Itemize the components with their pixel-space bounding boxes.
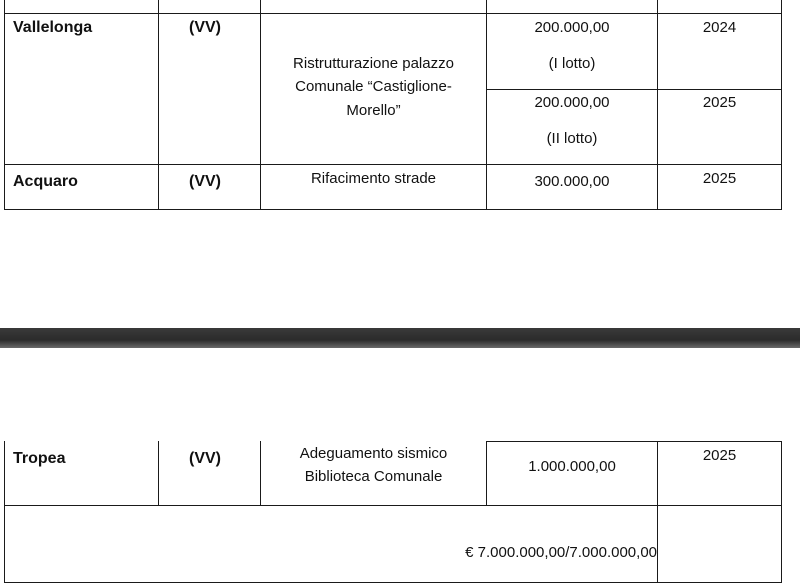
lotto-label: (II lotto) bbox=[546, 130, 598, 147]
totale-cell: € 7.000.000,00/7.000.000,00 bbox=[465, 544, 657, 561]
table-border bbox=[4, 13, 782, 14]
page-separator bbox=[0, 328, 800, 348]
table-border bbox=[781, 441, 782, 583]
table-border bbox=[4, 209, 782, 210]
table-border bbox=[486, 441, 782, 442]
anno-cell: 2025 bbox=[702, 447, 737, 464]
table-border bbox=[4, 582, 782, 583]
provincia-cell: (VV) bbox=[189, 450, 221, 467]
provincia-cell: (VV) bbox=[189, 19, 221, 36]
table-border bbox=[486, 89, 782, 90]
anno-cell: 2025 bbox=[702, 170, 737, 187]
importo-cell: 200.000,00 bbox=[534, 19, 610, 36]
table-border bbox=[4, 164, 782, 165]
table-border bbox=[158, 0, 159, 210]
intervento-cell bbox=[262, 52, 485, 122]
comune-cell: Vallelonga bbox=[13, 19, 93, 36]
table-border bbox=[781, 0, 782, 210]
anno-cell: 2025 bbox=[702, 94, 737, 111]
importo-cell: 200.000,00 bbox=[534, 94, 610, 111]
importo-cell: 1.000.000,00 bbox=[528, 458, 616, 475]
intervento-cell: Rifacimento strade bbox=[310, 170, 437, 187]
comune-cell: Tropea bbox=[13, 450, 66, 467]
provincia-cell: (VV) bbox=[189, 173, 221, 190]
table-border bbox=[158, 441, 159, 505]
intervento-line: Comunale “Castiglione- bbox=[295, 78, 452, 96]
table-border bbox=[4, 441, 5, 583]
intervento-cell bbox=[262, 443, 485, 488]
comune-cell: Acquaro bbox=[13, 173, 78, 190]
intervento-line: Morello” bbox=[346, 101, 401, 119]
intervento-line: Ristrutturazione palazzo bbox=[293, 55, 454, 72]
table-border bbox=[260, 441, 261, 505]
lotto-label: (I lotto) bbox=[548, 55, 596, 72]
table-border bbox=[4, 505, 782, 506]
intervento-line: Adeguamento sismico bbox=[299, 445, 448, 462]
table-border bbox=[4, 0, 5, 210]
intervento-line: Biblioteca Comunale bbox=[304, 467, 443, 485]
importo-cell: 300.000,00 bbox=[534, 173, 610, 190]
anno-cell: 2024 bbox=[702, 19, 737, 36]
table-border bbox=[260, 0, 261, 210]
